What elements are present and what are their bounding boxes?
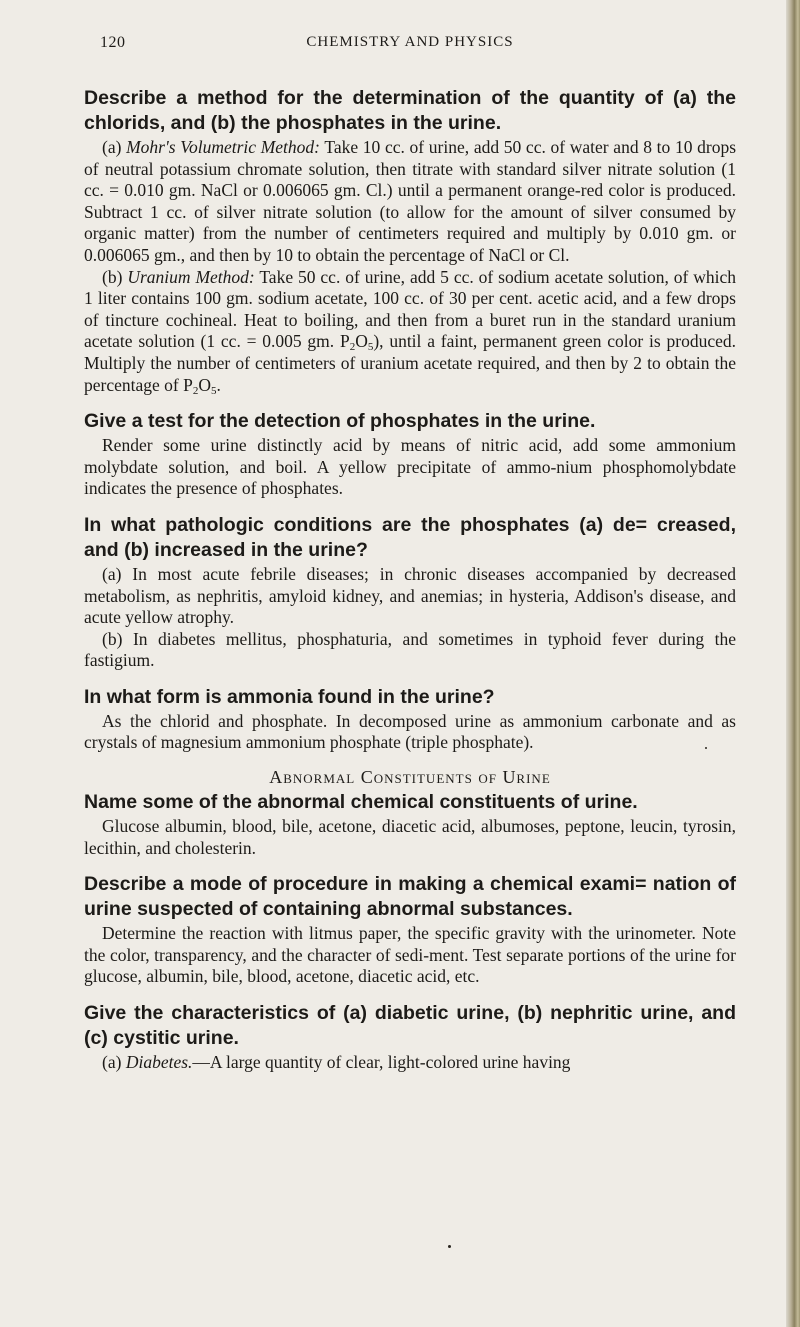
qa-section-chlorids-phosphates (84, 86, 736, 396)
question-heading: Describe a mode of procedure in making a chemical exami= nation of urine suspected of containing abnormal substances. (84, 873, 736, 921)
method-name-mohr: Mohr's Volumetric Method: (126, 137, 321, 157)
page-body (84, 86, 736, 1087)
answer-paragraph-mohr: (a) Mohr's Volumetric Method: Take 10 cc. of urine, add 50 cc. of water and 8 to 10 drops of neutral potassium chromate solution, then titrate with standard silver nitrate solution (1 cc. = 0.010 gm. NaCl or 0.006065 gm. Cl.) until a permanent orange-red color is produced. Subtract 1 cc. of silver nitrate solution (to allow for the amount of silver consumed by organic matter) from the number of centimeters required and multiply by 0.010 gm. or 0.006065 gm., and then by 10 to obtain the percentage of NaCl or Cl. (84, 137, 737, 265)
book-page (84, 0, 737, 1073)
qa-section-urine-characteristics (84, 1001, 736, 1074)
answer-paragraph-diabetes: (a) Diabetes.—A large quantity of clear, light-colored urine having (102, 1052, 571, 1073)
question-heading: Give the characteristics of (a) diabetic urine, (b) nephritic urine, and (c) cystitic urine. (84, 1002, 736, 1050)
qa-section-pathologic-conditions (84, 513, 736, 672)
running-title: CHEMISTRY AND PHYSICS (306, 34, 514, 50)
question-heading: Give a test for the detection of phosphates in the urine. (84, 410, 596, 433)
question-heading: Describe a method for the determination of the quantity of (a) the chlorids, and (b) the phosphates in the urine. (84, 87, 736, 134)
question-heading: In what pathologic conditions are the phosphates (a) de= creased, and (b) increased in the urine? (84, 513, 736, 561)
term-diabetes: Diabetes. (125, 1052, 193, 1073)
qa-section-ammonia (84, 685, 736, 754)
answer-paragraph: (b) In diabetes mellitus, phosphaturia, and sometimes in typhoid fever during the fastigium. (84, 628, 736, 671)
answer-paragraph: (a) In most acute febrile diseases; in chronic diseases accompanied by decreased metabolism, as nephritis, amyloid kidney, and anemias; in hysteria, Addison's disease, and acute yellow atrophy. (84, 563, 736, 628)
answer-paragraph: As the chlorid and phosphate. In decomposed urine as ammonium carbonate and as crystals of magnesium ammonium phosphate (triple phosphate). (84, 710, 736, 753)
question-heading: In what form is ammonia found in the urine? (84, 685, 495, 708)
answer-paragraph-uranium: (b) Uranium Method: Take 50 cc. of urine, add 5 cc. of sodium acetate solution, of which 1 liter contains 100 gm. sodium acetate, 100 cc. of 30 per cent. acetic acid, and a few drops of tincture cochineal. Heat to boiling, and then from a buret run in the standard uranium acetate solution (1 cc. = 0.005 gm. $P_2O_5$), until a faint, permanent green color is produced. Multiply the number of centimeters of uranium acetate required, and then by 2 to obtain the percentage of $P_2O_5$. (84, 266, 737, 397)
question-heading: Name some of the abnormal chemical constituents of urine. (84, 791, 638, 814)
qa-section-examination-procedure (84, 872, 736, 988)
qa-section-abnormal-constituents (84, 767, 736, 859)
chapter-subheading: Abnormal Constituents of Urine (269, 767, 551, 788)
answer-paragraph: Determine the reaction with litmus paper, the specific gravity with the urinometer. Note the color, transparency, and the character of sedi-ment. Test separate portions of the urine for glucose, albumin, bile, blood, acetone, diacetic acid, etc. (84, 923, 736, 987)
print-speck (448, 1245, 451, 1248)
page-edge-shadow (786, 0, 800, 1327)
print-speck (705, 747, 707, 749)
page-number: 120 (100, 34, 126, 51)
qa-section-phosphate-test (84, 409, 736, 500)
running-header (84, 0, 736, 60)
answer-paragraph: Render some urine distinctly acid by means of nitric acid, add some ammonium molybdate solution, and boil. A yellow precipitate of ammo-nium phosphomolybdate indicates the presence of phosphates. (84, 435, 736, 499)
answer-paragraph: Glucose albumin, blood, bile, acetone, diacetic acid, albumoses, peptone, leucin, tyrosin, lecithin, and cholesterin. (84, 816, 736, 858)
method-name-uranium: Uranium Method: (127, 266, 255, 287)
